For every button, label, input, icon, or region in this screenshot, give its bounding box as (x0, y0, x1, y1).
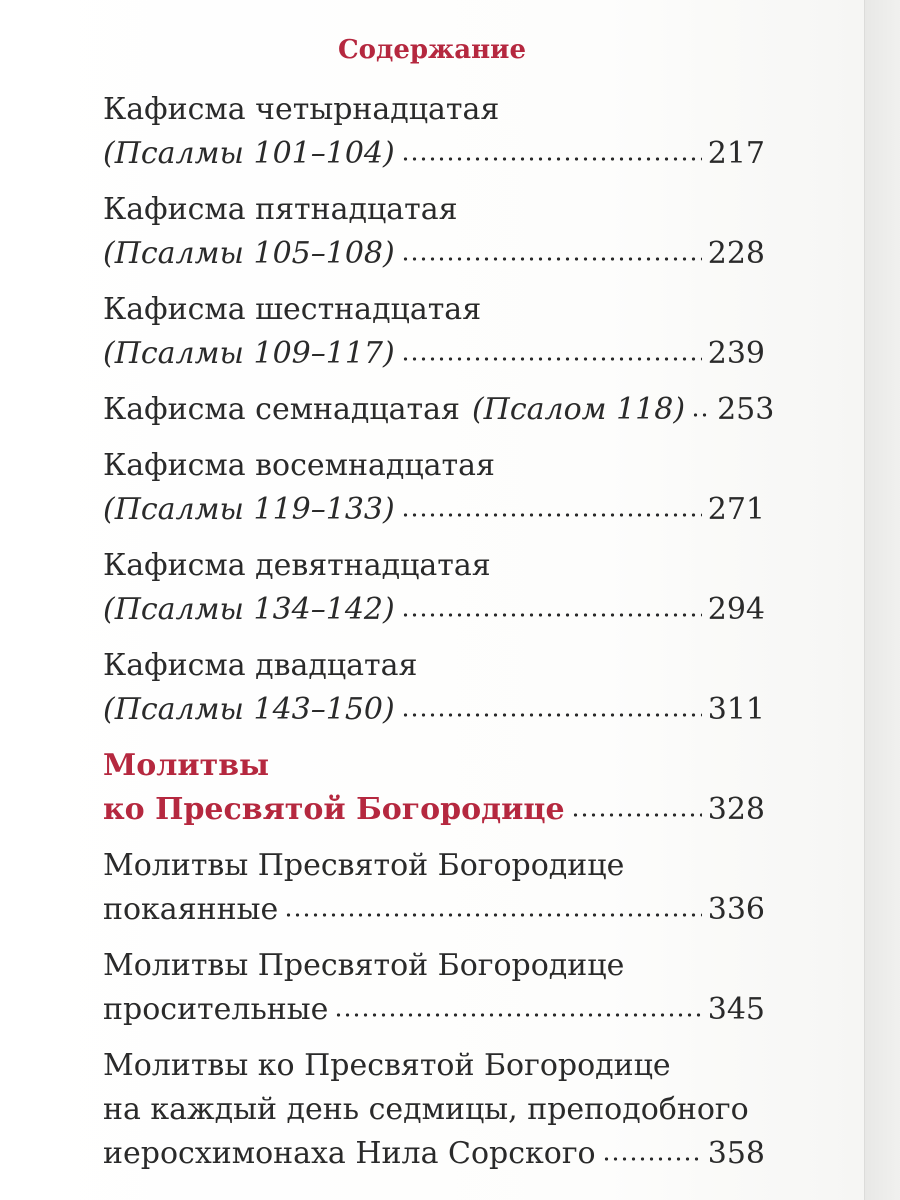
page-number: 328 (707, 792, 765, 827)
toc-section-entry (103, 744, 765, 832)
entry-title: Кафисма восемнадцатая (103, 448, 495, 483)
entry-psalms: (Псалмы 105–108) (103, 236, 395, 271)
entry-title-cont: на каждый день седмицы, преподобного (103, 1092, 749, 1127)
page-number: 345 (707, 992, 765, 1027)
page-number: 358 (707, 1136, 765, 1171)
entry-title: Кафисма шестнадцатая (103, 292, 482, 327)
toc-entry (103, 88, 765, 176)
entry-title: Кафисма девятнадцатая (103, 548, 491, 583)
entry-psalms: (Псалом 118) (471, 392, 686, 427)
page-number: 294 (707, 592, 765, 627)
dot-leader (602, 1155, 702, 1163)
entry-title: Молитвы Пресвятой Богородице (103, 848, 625, 883)
dot-leader (334, 1011, 701, 1019)
toc-entry (103, 944, 765, 1032)
toc-entry (103, 644, 765, 732)
dot-leader (401, 711, 702, 719)
dot-leader (401, 611, 702, 619)
toc-entry (103, 444, 765, 532)
page-number: 253 (717, 392, 775, 427)
page-number: 228 (707, 236, 765, 271)
dot-leader (571, 811, 702, 819)
page-number: 239 (707, 336, 765, 371)
entry-psalms: (Псалмы 143–150) (103, 692, 395, 727)
page-number: 217 (707, 136, 765, 171)
entry-psalms: (Псалмы 134–142) (103, 592, 395, 627)
entry-title: Молитвы Пресвятой Богородице (103, 948, 625, 983)
toc-entry (103, 1044, 765, 1176)
dot-leader (401, 155, 702, 163)
entry-title: Кафисма пятнадцатая (103, 192, 458, 227)
toc-entry (103, 188, 765, 276)
entry-title-cont: просительные (103, 992, 329, 1027)
entry-title: Кафисма семнадцатая (103, 392, 460, 427)
page-number: 311 (707, 692, 765, 727)
dot-leader (284, 911, 701, 919)
entry-title-cont: иеросхимонаха Нила Сорского (103, 1136, 596, 1171)
entry-psalms: (Псалмы 101–104) (103, 136, 395, 171)
toc-entry (103, 844, 765, 932)
dot-leader (401, 355, 702, 363)
dot-leader (691, 411, 711, 419)
toc-entry (103, 544, 765, 632)
entry-title: Молитвы ко Пресвятой Богородице (103, 1048, 671, 1083)
entry-title: Кафисма четырнадцатая (103, 92, 500, 127)
page-number: 271 (707, 492, 765, 527)
entry-psalms: (Псалмы 109–117) (103, 336, 395, 371)
page-number: 336 (707, 892, 765, 927)
dot-leader (401, 255, 702, 263)
toc-entry (103, 288, 765, 376)
entry-title: Кафисма двадцатая (103, 648, 418, 683)
dot-leader (401, 511, 702, 519)
toc-entry (103, 388, 775, 432)
entry-psalms: (Псалмы 119–133) (103, 492, 395, 527)
section-title: Молитвы (103, 748, 270, 783)
page-edge (864, 0, 900, 1200)
page-heading: Содержание (337, 35, 527, 65)
section-title-cont: ко Пресвятой Богородице (103, 792, 565, 827)
entry-title-cont: покаянные (103, 892, 279, 927)
table-of-contents (103, 88, 775, 1188)
